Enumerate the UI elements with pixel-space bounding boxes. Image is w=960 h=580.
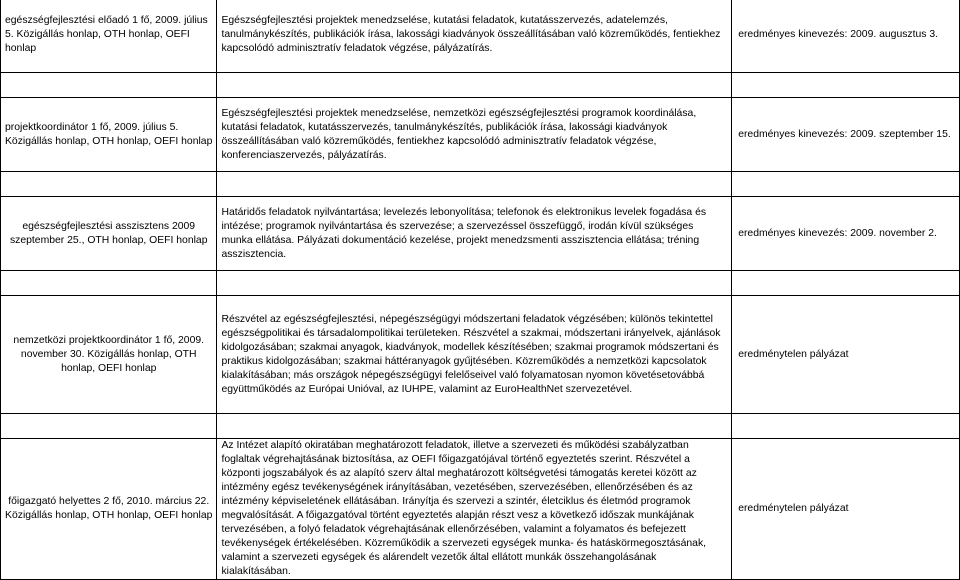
position-cell: egészségfejlesztési előadó 1 fő, 2009. július 5. Közigállás honlap, OTH honlap, OEFI honlap	[1, 0, 217, 73]
row-spacer	[1, 73, 960, 98]
description-cell: Részvétel az egészségfejlesztési, népegészségügyi módszertani feladatok végzésében; különös tekintettel egészségpolitikai és társadalompolitikai területeken. Részvétel a szakmai, módszertani irányelvek, ajánlások kidolgozásában; szakmai anyagok, kiadványok, modellek készítésében; szakmai programok módszertani és praktikus kidolgozásában; szakmai háttéranyagok gyűjtésében. Közreműködés a nemzetközi kapcsolatok kialakításában; más országok népegészségügyi felelőseivel való folyamatosan nyomon követésetovábbá együttműködés az Európai Unióval, az IUHPE, valamint az EuroHealthNet szervezetével.	[217, 296, 732, 414]
position-cell: egészségfejlesztési asszisztens 2009 szeptember 25., OTH honlap, OEFI honlap	[1, 197, 217, 271]
position-cell: nemzetközi projektkoordinátor 1 fő, 2009. november 30. Közigállás honlap, OTH honlap, OEFI honlap	[1, 296, 217, 414]
row-spacer	[1, 271, 960, 296]
table-row	[1, 0, 960, 73]
row-spacer	[1, 414, 960, 439]
result-cell: eredményes kinevezés: 2009. november 2.	[732, 197, 960, 271]
result-cell: eredményes kinevezés: 2009. szeptember 15.	[732, 98, 960, 172]
table-row	[1, 439, 960, 580]
result-cell: eredménytelen pályázat	[732, 439, 960, 580]
position-cell: főigazgató helyettes 2 fő, 2010. március 22. Közigállás honlap, OTH honlap, OEFI honlap	[1, 439, 217, 580]
table-row	[1, 197, 960, 271]
position-cell: projektkoordinátor 1 fő, 2009. július 5. Közigállás honlap, OTH honlap, OEFI honlap	[1, 98, 217, 172]
description-cell: Egészségfejlesztési projektek menedzselése, nemzetközi egészségfejlesztési programok koordinálása, kutatási feladatok, kutatásszervezés, tanulmánykészítés, publikációk írása, lakossági kiadványok összeállításában való közreműködés, fentiekhez kapcsolódó adminisztratív feladatok végzése, konferenciaszervezés, pályázatírás.	[217, 98, 732, 172]
row-spacer	[1, 172, 960, 197]
result-cell: eredménytelen pályázat	[732, 296, 960, 414]
result-cell: eredményes kinevezés: 2009. augusztus 3.	[732, 0, 960, 73]
description-cell: Egészségfejlesztési projektek menedzselése, kutatási feladatok, kutatásszervezés, adatelemzés, tanulmánykészítés, publikációk írása, lakossági kiadványok összeállításában való közreműködés, fentiekhez kapcsolódó adminisztratív feladatok végzése, pályázatírás.	[217, 0, 732, 73]
table-row	[1, 98, 960, 172]
description-cell: Határidős feladatok nyilvántartása; levelezés lebonyolítása; telefonok és elektronikus levelek fogadása és intézése; programok nyilvántartása és szervezése; a szervezéssel összefüggő, irodán kívül szükséges munka ellátása. Pályázati dokumentáció kezelése, projekt menedzsmenti asszisztencia ellátása; tréning asszisztencia.	[217, 197, 732, 271]
description-cell: Az Intézet alapító okiratában meghatározott feladatok, illetve a szervezeti és működési szabályzatban foglaltak végrehajtásának biztosítása, az OEFI főigazgatójával történő egyeztetés szerint. Részvétel a központi jogszabályok és az alapító szerv által meghatározott költségvetési támogatás keretei között az intézmény egész tevékenységének irányításában, vezetésében, szervezésében, ellenőrzésében és az intézmény képviseletének ellátásában. Irányítja és szervezi a szintér, életciklus és életmód programok megvalósítását. A főigazgatóval történt egyeztetés alapján részt vesz a következő időszak munkájának tervezésében, a folyó feladatok végrehajtásának ellenőrzésében, valamint a folyamatos és befejezett tevékenységek értékelésében. Közreműködik a szervezeti egységek munka- és hatáskörmegosztásának, valamint a szervezeti egységek és alárendelt vezetők által ellátott munkák összehangolásának kialakításában.	[217, 439, 732, 580]
table-row	[1, 296, 960, 414]
